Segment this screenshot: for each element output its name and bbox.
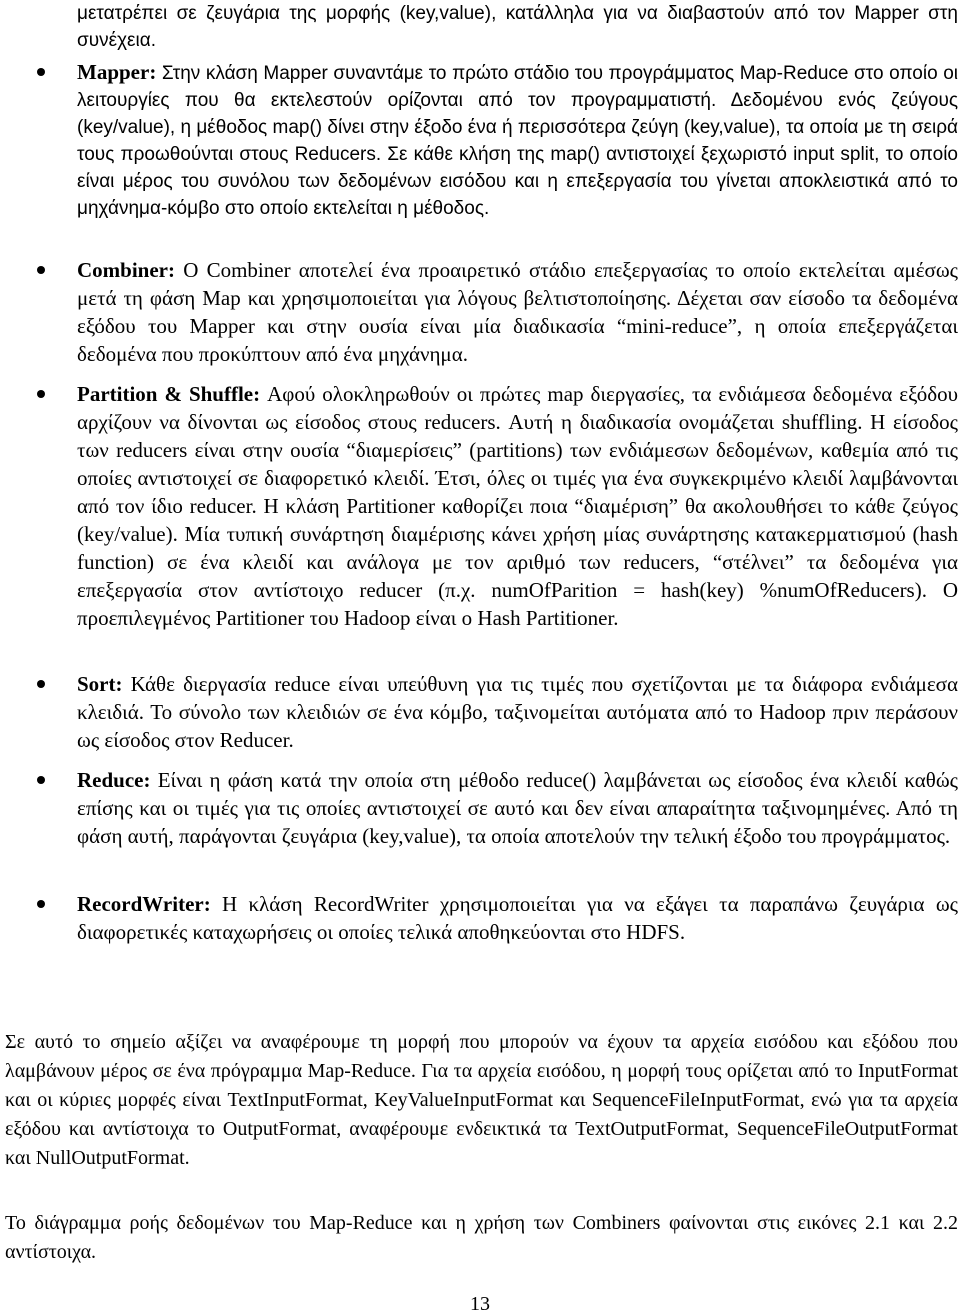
- bullet-text: [77, 380, 958, 632]
- bullet-term: Mapper:: [77, 60, 157, 84]
- continuation-text: μετατρέπει σε ζευγάρια της μορφής (key,value), κατάλληλα για να διαβαστούν από τον Mapper στη συνέχεια.: [77, 3, 958, 51]
- bullet-body: Στην κλάση Mapper συναντάμε το πρώτο στάδιο του προγράμματος Map-Reduce στο οποίο οι λειτουργίες που θα εκτελεστούν ορίζονται από τον προγραμματιστή. Δεδομένου ενός ζεύγους (key/value), η μέθοδος map() δίνει στην έξοδο ένα ή περισσότερα ζεύγη (key,value), τα οποία με τη σειρά τους προωθούνται στους Reducers. Σε κάθε κλήση της map() αντιστοιχεί ξεχωριστό input split, το οποίο είναι μέρος του συνόλου των δεδομένων εισόδου και η επεξεργασία του γίνεται αποκλειστικά από το μηχάνημα-κόμβο στο οποίο εκτελείται η μέθοδος.: [77, 63, 958, 219]
- bullet-item-recordwriter: [0, 890, 960, 950]
- bullet-item-reduce: [0, 766, 960, 890]
- bullet-item-partition-shuffle: [0, 380, 960, 670]
- bullet-item-combiner: [0, 256, 960, 380]
- bullet-text: [77, 670, 958, 754]
- bullet-body: Είναι η φάση κατά την οποία στη μέθοδο reduce() λαμβάνεται ως είσοδος ένα κλειδί καθώς επίσης και οι τιμές για τις οποίες αντιστοιχεί σε αυτό και δεν είναι απαραίτητα ταξινομημένες. Από τη φάση αυτή, παράγονται ζευγάρια (key,value), τα οποία αποτελούν την τελική έξοδο του προγράμματος.: [77, 768, 958, 848]
- bullet-dot-icon: [37, 68, 45, 76]
- bullet-term: Sort:: [77, 672, 123, 696]
- bullet-dot-icon: [37, 680, 45, 688]
- bullet-text: [77, 890, 958, 946]
- bullet-item-mapper: [0, 58, 960, 256]
- bullet-text: [77, 58, 958, 222]
- bullet-list: [0, 58, 960, 950]
- bullet-term: RecordWriter:: [77, 892, 211, 916]
- bullet-body: Κάθε διεργασία reduce είναι υπεύθυνη για τις τιμές που σχετίζονται με τα διάφορα ενδιάμεσα κλειδιά. Το σύνολο των κλειδιών σε ένα κόμβο, ταξινομείται αυτόματα από το Hadoop πριν περάσουν ως είσοδος στον Reducer.: [77, 672, 958, 752]
- bullet-body: Ο Combiner αποτελεί ένα προαιρετικό στάδιο επεξεργασίας το οποίο εκτελείται αμέσως μετά τη φάση Map και χρησιμοποιείται για λόγους βελτιστοποίησης. Δέχεται σαν είσοδο τα δεδομένα εξόδου του Mapper και στην ουσία είναι μία διαδικασία “mini-reduce”, η οποία επεξεργάζεται δεδομένα που προκύπτουν από ένα μηχάνημα.: [77, 258, 958, 366]
- bullet-dot-icon: [37, 266, 45, 274]
- bullet-item-sort: [0, 670, 960, 766]
- bullet-dot-icon: [37, 390, 45, 398]
- bullet-dot-icon: [37, 900, 45, 908]
- bullet-text: [77, 766, 958, 850]
- page-number: 13: [470, 1293, 490, 1315]
- bullet-term: Combiner:: [77, 258, 175, 282]
- paragraph-flow-diagram: Το διάγραμμα ροής δεδομένων του Map-Reduce και η χρήση των Combiners φαίνονται στις εικόνες 2.1 και 2.2 αντίστοιχα.: [5, 1212, 958, 1263]
- bullet-dot-icon: [37, 776, 45, 784]
- bullet-body: Αφού ολοκληρωθούν οι πρώτες map διεργασίες, τα ενδιάμεσα δεδομένα εξόδου αρχίζουν να δίνονται ως είσοδος στους reducers. Αυτή η διαδικασία ονομάζεται shuffling. Η είσοδος των reducers είναι στην ουσία “διαμερίσεις” (partitions) των ενδιάμεσων δεδομένων, καθεμία από τις οποίες αντιστοιχεί σε διαφορετικό κλειδί. Έτσι, όλες οι τιμές για ένα συγκεκριμένο κλειδί λαμβάνονται από τον ίδιο reducer. Η κλάση Partitioner καθορίζει ποια “διαμέριση” θα ακολουθήσει το κάθε ζεύγος (key/value). Μία τυπική συνάρτηση διαμέρισης κάνει χρήση μίας συνάρτησης κατακερματισμού (hash function) σε ένα κλειδί και ανάλογα με τον αριθμό των reducers, “στέλνει” τα δεδομένα για επεξεργασία στον αντίστοιχο reducer (π.χ. numOfParition = hash(key) %numOfReducers). Ο προεπιλεγμένος Partitioner του Hadoop είναι ο Hash Partitioner.: [77, 382, 958, 630]
- bullet-body: Η κλάση RecordWriter χρησιμοποιείται για να εξάγει τα παραπάνω ζευγάρια ως διαφορετικές καταχωρήσεις οι οποίες τελικά αποθηκεύονται στο HDFS.: [77, 892, 958, 944]
- bullet-term: Partition & Shuffle:: [77, 382, 261, 406]
- bullet-term: Reduce:: [77, 768, 151, 792]
- bullet-text: [77, 256, 958, 368]
- paragraph-file-formats: Σε αυτό το σημείο αξίζει να αναφέρουμε τη μορφή που μπορούν να έχουν τα αρχεία εισόδου και εξόδου που λαμβάνουν μέρος σε ένα πρόγραμμα Map-Reduce. Για τα αρχεία εισόδου, η μορφή τους ορίζεται από το InputFormat και οι κύριες μορφές είναι TextInputFormat, KeyValueInputFormat και SequenceFileInputFormat, ενώ για τα αρχεία εξόδου και αντίστοιχα το OutputFormat, αναφέρουμε ενδεικτικά τα TextOutputFormat, SequenceFileOutputFormat και NullOutputFormat.: [5, 1031, 958, 1169]
